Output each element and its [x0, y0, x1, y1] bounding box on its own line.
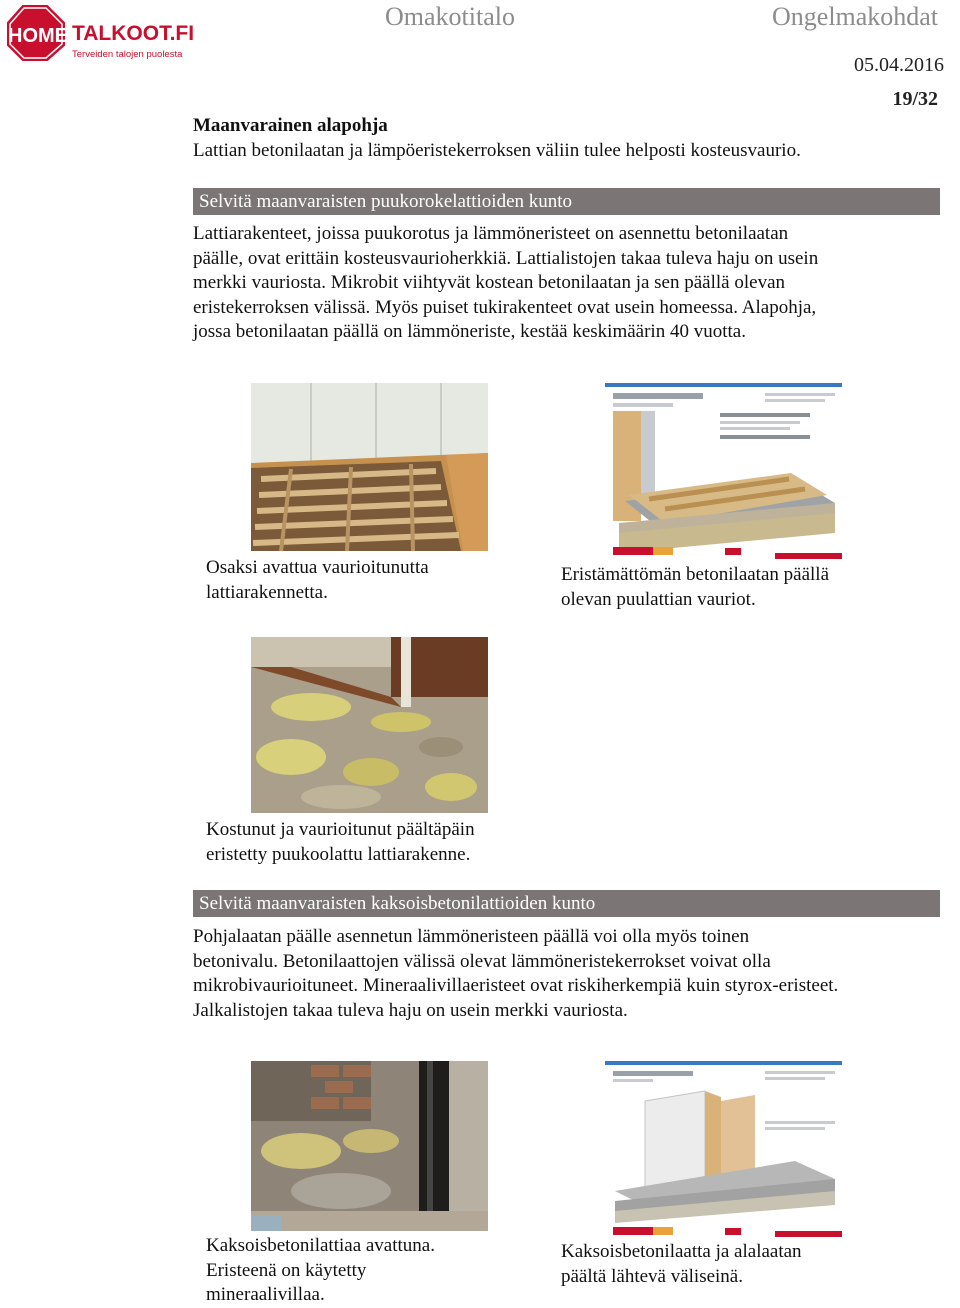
- caption-line: Kostunut ja vaurioitunut päältäpäin: [206, 819, 475, 840]
- intro-heading: Maanvarainen alapohja: [193, 115, 388, 136]
- section2-body: [193, 925, 943, 1023]
- intro-line: Lattian betonilaatan ja lämpöeristekerroksen väliin tulee helposti kosteusvaurio.: [193, 140, 801, 161]
- caption-line: Eristeenä on käytetty: [206, 1259, 367, 1281]
- caption-line: päältä lähtevä väliseinä.: [561, 1265, 743, 1287]
- caption-double-concrete-floor: [206, 1234, 435, 1308]
- caption-line: lattiarakennetta.: [206, 581, 328, 603]
- caption-damaged-insulation: [206, 818, 475, 867]
- section1-line: jossa betonilaatan päällä on lämmöneriste, kestää keskimäärin 40 vuotta.: [193, 321, 746, 342]
- caption-line: Eristämättömän betonilaatan päällä: [561, 564, 830, 585]
- header-date: 05.04.2016: [854, 54, 944, 76]
- caption-opened-floor: [206, 556, 429, 605]
- section1-line: päälle, ovat erittäin kosteusvaurioherkkiä. Lattialistojen takaa tuleva haju on usein: [193, 247, 819, 269]
- section1-line: merkki vauriosta. Mikrobit viihtyvät kostean betonilaatan ja sen päällä olevan: [193, 272, 785, 293]
- section1-line: Lattiarakenteet, joissa puukorotus ja lämmöneristeet on asennettu betonilaatan: [193, 223, 789, 244]
- hometalkoot-logo: [4, 2, 195, 64]
- caption-line: Kaksoisbetonilaatta ja alalaatan: [561, 1241, 802, 1262]
- section1-line: eristekerroksen välissä. Myös puiset tukirakenteet ovat usein homeessa. Alapohja,: [193, 296, 817, 318]
- figure-double-concrete-diagram: [605, 1061, 842, 1237]
- header-category: Omakotitalo: [385, 2, 515, 31]
- caption-line: Kaksoisbetonilattiaa avattuna.: [206, 1235, 435, 1256]
- figure-floor-diagram: [605, 383, 842, 559]
- section2-line: mikrobivaurioituneet. Mineraalivillaeristeet ovat riskiherkempiä kuin styrox-eristeet.: [193, 975, 839, 996]
- caption-line: olevan puulattian vauriot.: [561, 588, 756, 610]
- photo-opened-floor: [251, 383, 488, 551]
- section1-body: [193, 222, 943, 345]
- caption-floor-diagram: [561, 563, 829, 612]
- section2-title-bar: Selvitä maanvaraisten kaksoisbetonilattioiden kunto: [193, 890, 940, 917]
- section2-line: betonivalu. Betonilaattojen välissä olevat lämmöneristekerrokset voivat olla: [193, 950, 771, 972]
- caption-line: mineraalivillaa.: [206, 1284, 325, 1305]
- page-number: 19/32: [892, 88, 938, 110]
- caption-line: Osaksi avattua vaurioitunutta: [206, 557, 429, 578]
- caption-double-concrete-diagram: [561, 1240, 802, 1289]
- section1-title-bar: Selvitä maanvaraisten puukorokelattioiden kunto: [193, 188, 940, 215]
- section2-line: Jalkalistojen takaa tuleva haju on usein merkki vauriosta.: [193, 999, 628, 1021]
- section2-line: Pohjalaatan päälle asennetun lämmöneristeen päällä voi olla myös toinen: [193, 926, 750, 947]
- logo-home-text: HOME: [8, 25, 68, 47]
- caption-line: eristetty puukoolattu lattiarakenne.: [206, 843, 471, 865]
- photo-double-concrete-floor: [251, 1061, 488, 1231]
- header-section: Ongelmakohdat: [772, 2, 939, 31]
- logo-talkoot-text: TALKOOT.FI: [72, 22, 195, 45]
- photo-damaged-insulation: [251, 637, 488, 813]
- logo-tagline: Terveiden talojen puolesta: [72, 49, 183, 60]
